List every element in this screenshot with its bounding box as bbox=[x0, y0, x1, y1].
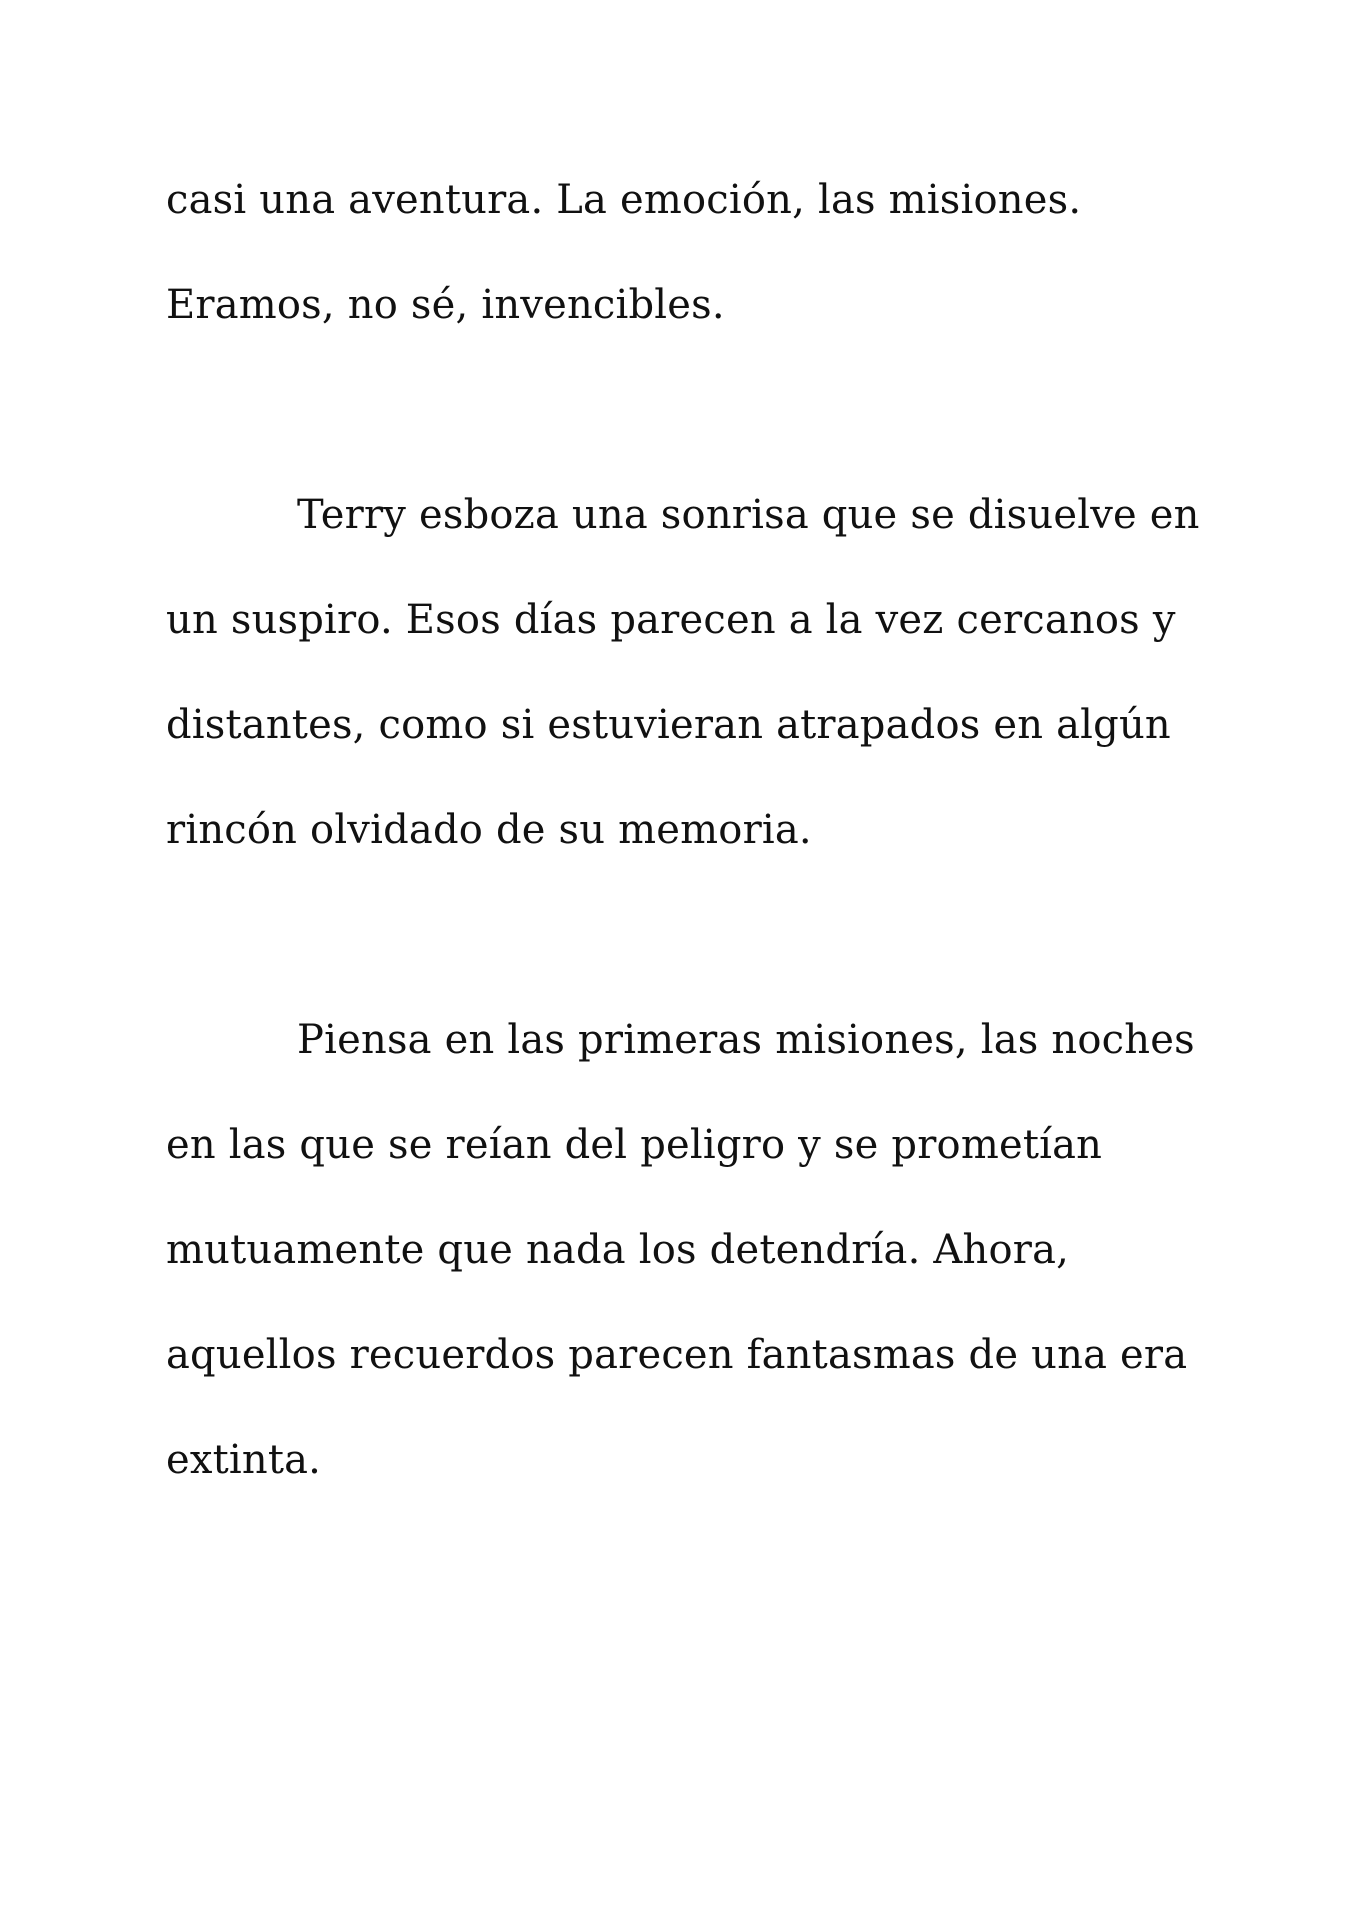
text-line: distantes, como si estuvieran atrapados en algún bbox=[166, 702, 1171, 748]
text-line: rincón olvidado de su memoria. bbox=[166, 807, 812, 853]
text-line: en las que se reían del peligro y se prometían bbox=[166, 1122, 1103, 1168]
paragraph-first-line: Piensa en las primeras misiones, las noches bbox=[297, 1017, 1195, 1063]
text-line: mutuamente que nada los detendría. Ahora, bbox=[166, 1227, 1070, 1273]
text-line: un suspiro. Esos días parecen a la vez cercanos y bbox=[166, 597, 1176, 643]
text-line: casi una aventura. La emoción, las misiones. bbox=[166, 177, 1082, 223]
text-line: extinta. bbox=[166, 1437, 322, 1483]
paragraph-first-line: Terry esboza una sonrisa que se disuelve en bbox=[297, 492, 1200, 538]
text-line: Eramos, no sé, invencibles. bbox=[166, 282, 725, 328]
text-line: aquellos recuerdos parecen fantasmas de una era bbox=[166, 1332, 1188, 1378]
